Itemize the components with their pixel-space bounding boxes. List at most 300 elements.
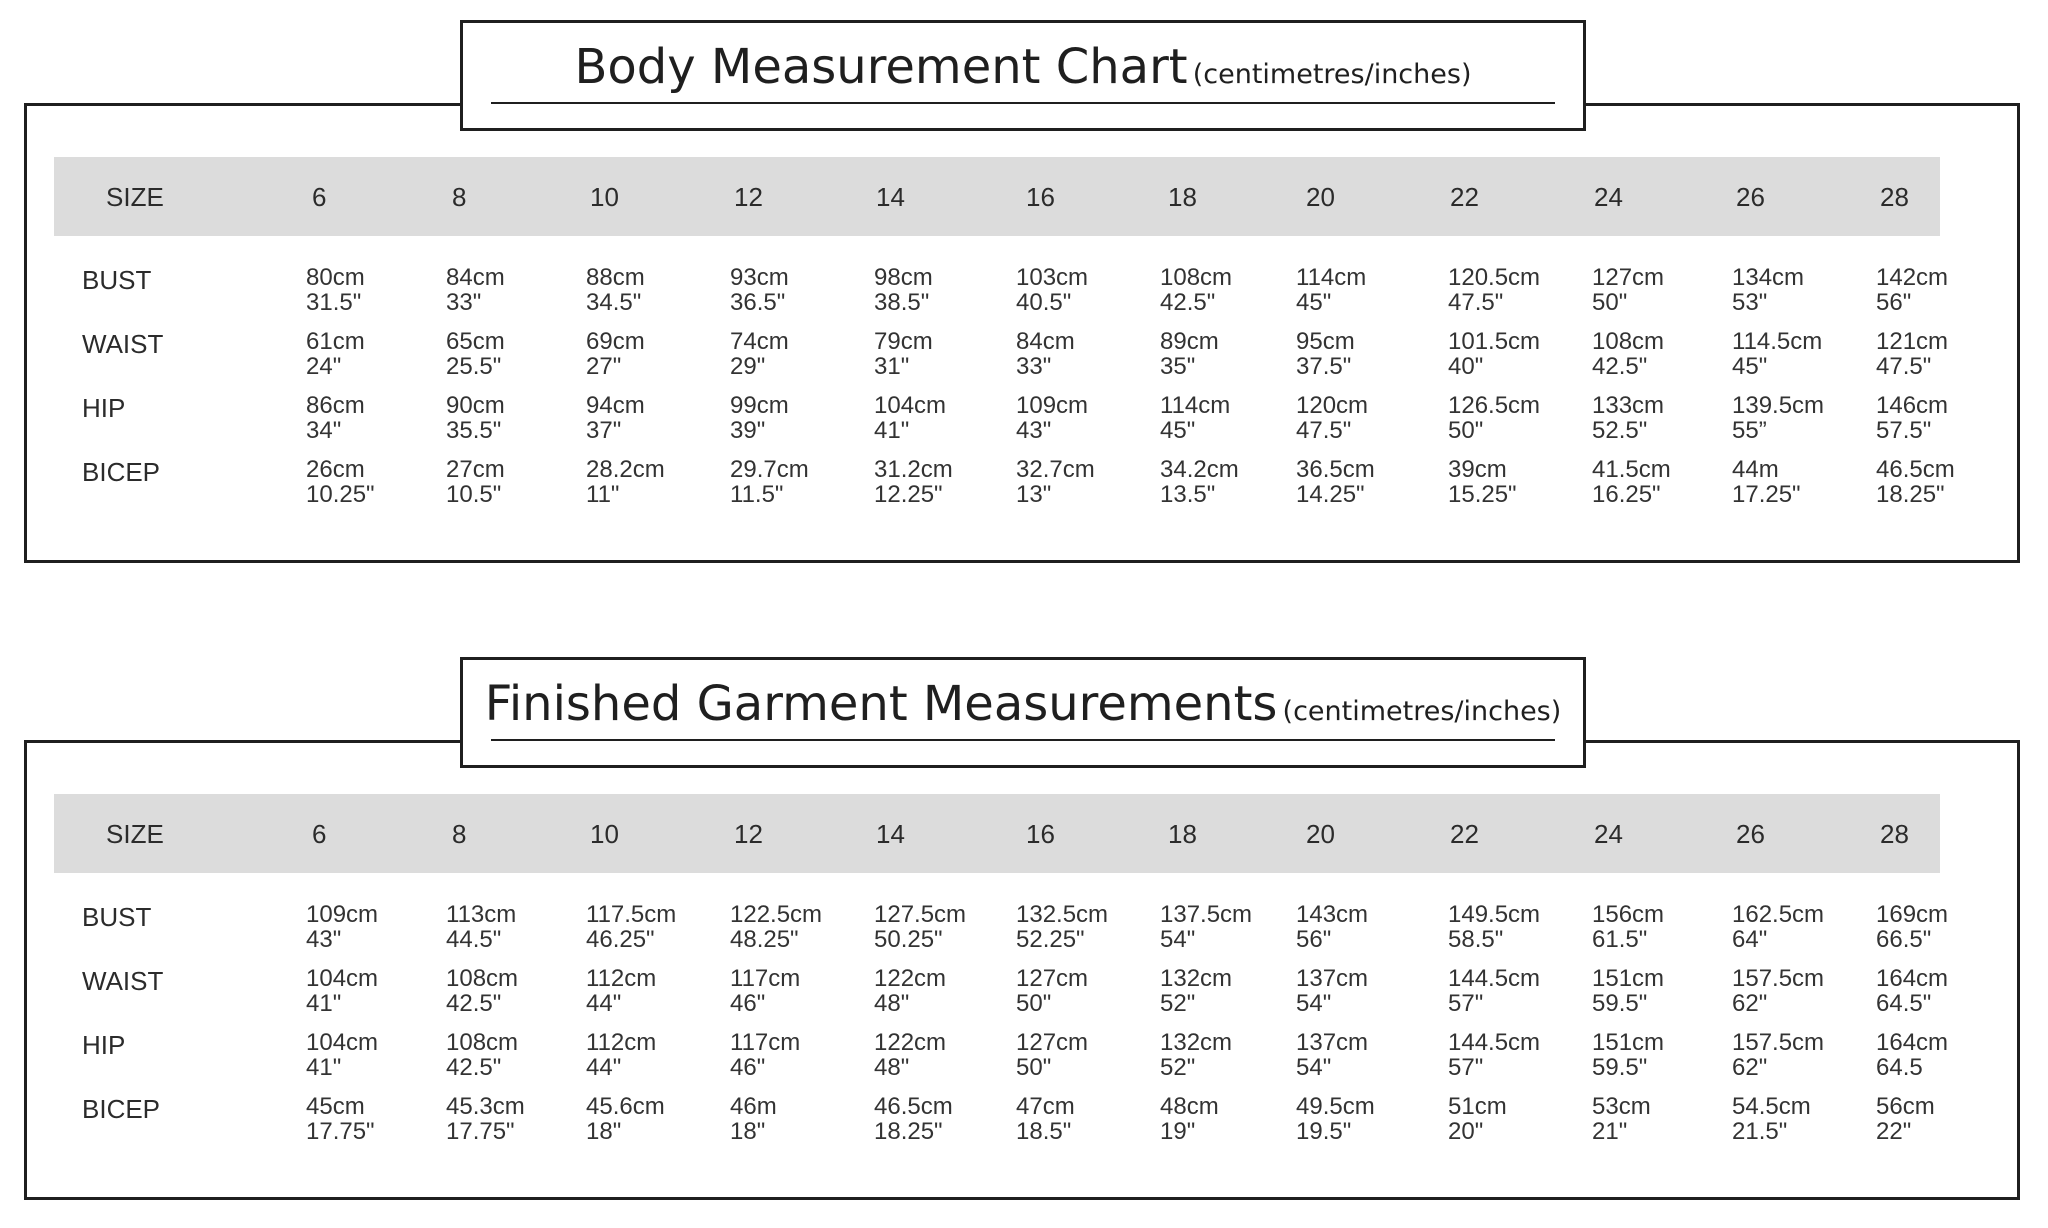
inch-value: 48.25"	[730, 926, 799, 953]
inch-value: 13.5"	[1160, 481, 1216, 508]
inch-value: 45"	[1296, 289, 1332, 316]
inch-value: 14.25"	[1296, 481, 1365, 508]
inch-value: 18.5"	[1016, 1118, 1072, 1145]
inch-value: 44"	[586, 1054, 622, 1081]
inch-value: 18.25"	[874, 1118, 943, 1145]
centimetre-value: 156cm	[1592, 901, 1665, 928]
centimetre-value: 151cm	[1592, 1029, 1665, 1056]
inch-value: 52"	[1160, 1054, 1196, 1081]
centimetre-value: 108cm	[1592, 328, 1665, 355]
measurement-cell-bicep	[874, 457, 953, 507]
inch-value: 66.5"	[1876, 926, 1932, 953]
inch-value: 41"	[306, 990, 342, 1017]
inch-value: 52.5"	[1592, 417, 1648, 444]
inch-value: 50"	[1448, 417, 1484, 444]
centimetre-value: 65cm	[446, 328, 505, 355]
measurement-cell-bust	[874, 902, 966, 952]
centimetre-value: 45cm	[306, 1093, 365, 1120]
centimetre-value: 51cm	[1448, 1093, 1507, 1120]
inch-value: 40.5"	[1016, 289, 1072, 316]
measurement-cell-waist	[1296, 329, 1355, 379]
garment-measurement-title	[463, 676, 1583, 732]
size-header-22: 22	[1450, 182, 1479, 212]
centimetre-value: 79cm	[874, 328, 933, 355]
inch-value: 57"	[1448, 990, 1484, 1017]
inch-value: 53"	[1732, 289, 1768, 316]
inch-value: 42.5"	[446, 990, 502, 1017]
measurement-cell-waist	[1160, 329, 1219, 379]
inch-value: 41"	[306, 1054, 342, 1081]
inch-value: 36.5"	[730, 289, 786, 316]
inch-value: 40"	[1448, 353, 1484, 380]
centimetre-value: 74cm	[730, 328, 789, 355]
inch-value: 19"	[1160, 1118, 1196, 1145]
inch-value: 54"	[1160, 926, 1196, 953]
inch-value: 64.5	[1876, 1054, 1923, 1081]
title-underline	[491, 102, 1555, 104]
centimetre-value: 113cm	[446, 901, 517, 928]
centimetre-value: 132cm	[1160, 1029, 1233, 1056]
inch-value: 17.25"	[1732, 481, 1801, 508]
centimetre-value: 88cm	[586, 264, 645, 291]
row-label-bicep: BICEP	[82, 457, 161, 487]
centimetre-value: 117cm	[730, 1029, 801, 1056]
measurement-cell-bust	[1296, 265, 1366, 315]
inch-value: 39"	[730, 417, 766, 444]
inch-value: 56"	[1876, 289, 1912, 316]
measurement-cell-waist	[1732, 966, 1824, 1016]
inch-value: 20"	[1448, 1118, 1484, 1145]
inch-value: 52.25"	[1016, 926, 1085, 953]
size-header-label: SIZE	[106, 182, 164, 212]
centimetre-value: 112cm	[586, 965, 657, 992]
centimetre-value: 114.5cm	[1732, 328, 1823, 355]
inch-value: 59.5"	[1592, 990, 1648, 1017]
measurement-cell-hip	[446, 393, 505, 443]
size-header-20: 20	[1306, 182, 1335, 212]
size-header-10: 10	[590, 182, 619, 212]
inch-value: 48"	[874, 1054, 910, 1081]
centimetre-value: 157.5cm	[1732, 965, 1825, 992]
measurement-cell-hip	[306, 1030, 378, 1080]
centimetre-value: 164cm	[1876, 1029, 1949, 1056]
centimetre-value: 137cm	[1296, 1029, 1369, 1056]
inch-value: 56"	[1296, 926, 1332, 953]
centimetre-value: 44m	[1732, 456, 1779, 483]
centimetre-value: 127cm	[1592, 264, 1665, 291]
centimetre-value: 94cm	[586, 392, 645, 419]
centimetre-value: 32.7cm	[1016, 456, 1095, 483]
measurement-cell-waist	[1448, 966, 1540, 1016]
size-header-18: 18	[1168, 819, 1197, 849]
centimetre-value: 122cm	[874, 1029, 947, 1056]
inch-value: 31"	[874, 353, 910, 380]
inch-value: 16.25"	[1592, 481, 1661, 508]
centimetre-value: 104cm	[306, 1029, 379, 1056]
inch-value: 34"	[306, 417, 342, 444]
row-label-hip: HIP	[82, 393, 126, 423]
centimetre-value: 80cm	[306, 264, 365, 291]
inch-value: 34.5"	[586, 289, 642, 316]
centimetre-value: 34.2cm	[1160, 456, 1239, 483]
size-header-24: 24	[1594, 182, 1623, 212]
inch-value: 37"	[586, 417, 622, 444]
centimetre-value: 101.5cm	[1448, 328, 1541, 355]
inch-value: 57.5"	[1876, 417, 1932, 444]
centimetre-value: 117.5cm	[586, 901, 677, 928]
centimetre-value: 108cm	[446, 1029, 519, 1056]
measurement-cell-hip	[1296, 1030, 1368, 1080]
measurement-cell-hip	[306, 393, 365, 443]
inch-value: 50"	[1592, 289, 1628, 316]
centimetre-value: 104cm	[874, 392, 947, 419]
centimetre-value: 127cm	[1016, 965, 1089, 992]
centimetre-value: 164cm	[1876, 965, 1949, 992]
centimetre-value: 41.5cm	[1592, 456, 1671, 483]
measurement-cell-bicep	[1016, 1094, 1075, 1144]
measurement-cell-hip	[1732, 1030, 1824, 1080]
inch-value: 47.5"	[1876, 353, 1932, 380]
measurement-cell-hip	[1448, 393, 1540, 443]
centimetre-value: 47cm	[1016, 1093, 1075, 1120]
centimetre-value: 95cm	[1296, 328, 1355, 355]
centimetre-value: 98cm	[874, 264, 933, 291]
centimetre-value: 46.5cm	[874, 1093, 953, 1120]
measurement-cell-hip	[874, 1030, 946, 1080]
size-header-6: 6	[312, 182, 327, 212]
centimetre-value: 49.5cm	[1296, 1093, 1375, 1120]
size-header-6: 6	[312, 819, 327, 849]
measurement-cell-bicep	[1732, 457, 1801, 507]
body-measurement-title-box	[460, 20, 1586, 131]
centimetre-value: 137cm	[1296, 965, 1369, 992]
measurement-cell-bust	[1016, 265, 1088, 315]
centimetre-value: 134cm	[1732, 264, 1805, 291]
measurement-cell-bust	[1448, 902, 1540, 952]
inch-value: 46"	[730, 990, 766, 1017]
centimetre-value: 127cm	[1016, 1029, 1089, 1056]
centimetre-value: 109cm	[1016, 392, 1089, 419]
unit-note: (centimetres/inches)	[1282, 696, 1562, 727]
size-header-10: 10	[590, 819, 619, 849]
centimetre-value: 84cm	[446, 264, 505, 291]
measurement-cell-bicep	[1016, 457, 1095, 507]
measurement-cell-hip	[1876, 393, 1948, 443]
centimetre-value: 114cm	[1296, 264, 1367, 291]
garment-measurement-title-box	[460, 657, 1586, 768]
measurement-cell-waist	[1016, 329, 1075, 379]
inch-value: 59.5"	[1592, 1054, 1648, 1081]
measurement-cell-bicep	[446, 1094, 525, 1144]
centimetre-value: 144.5cm	[1448, 965, 1541, 992]
centimetre-value: 61cm	[306, 328, 365, 355]
measurement-cell-hip	[1592, 393, 1664, 443]
inch-value: 17.75"	[446, 1118, 515, 1145]
centimetre-value: 86cm	[306, 392, 365, 419]
centimetre-value: 126.5cm	[1448, 392, 1541, 419]
centimetre-value: 112cm	[586, 1029, 657, 1056]
centimetre-value: 69cm	[586, 328, 645, 355]
centimetre-value: 31.2cm	[874, 456, 953, 483]
centimetre-value: 117cm	[730, 965, 801, 992]
centimetre-value: 84cm	[1016, 328, 1075, 355]
measurement-cell-hip	[730, 1030, 800, 1080]
inch-value: 31.5"	[306, 289, 362, 316]
measurement-cell-waist	[446, 329, 505, 379]
inch-value: 42.5"	[1160, 289, 1216, 316]
measurement-cell-bust	[1592, 902, 1664, 952]
centimetre-value: 45.3cm	[446, 1093, 525, 1120]
inch-value: 48"	[874, 990, 910, 1017]
inch-value: 22"	[1876, 1118, 1912, 1145]
measurement-cell-bust	[730, 265, 789, 315]
size-header-26: 26	[1736, 182, 1765, 212]
measurement-cell-bicep	[730, 1094, 777, 1144]
inch-value: 19.5"	[1296, 1118, 1352, 1145]
inch-value: 42.5"	[1592, 353, 1648, 380]
centimetre-value: 122.5cm	[730, 901, 823, 928]
measurement-cell-bust	[306, 265, 365, 315]
body-measurement-title	[463, 39, 1583, 95]
inch-value: 55”	[1732, 417, 1767, 444]
measurement-cell-bicep	[446, 457, 505, 507]
centimetre-value: 103cm	[1016, 264, 1089, 291]
inch-value: 64"	[1732, 926, 1768, 953]
inch-value: 52"	[1160, 990, 1196, 1017]
inch-value: 18"	[586, 1118, 622, 1145]
centimetre-value: 89cm	[1160, 328, 1219, 355]
measurement-cell-bicep	[306, 1094, 375, 1144]
measurement-cell-hip	[1016, 393, 1088, 443]
measurement-cell-hip	[446, 1030, 518, 1080]
measurement-cell-bicep	[1876, 457, 1955, 507]
measurement-cell-bicep	[306, 457, 375, 507]
centimetre-value: 121cm	[1876, 328, 1949, 355]
inch-value: 45"	[1732, 353, 1768, 380]
inch-value: 43"	[306, 926, 342, 953]
measurement-cell-bust	[1160, 265, 1232, 315]
measurement-cell-bust	[586, 902, 676, 952]
measurement-cell-hip	[1592, 1030, 1664, 1080]
measurement-cell-hip	[1448, 1030, 1540, 1080]
size-header-14: 14	[876, 182, 905, 212]
measurement-cell-bicep	[1448, 457, 1517, 507]
measurement-cell-bust	[1732, 265, 1804, 315]
measurement-cell-bicep	[1876, 1094, 1935, 1144]
measurement-cell-hip	[1016, 1030, 1088, 1080]
measurement-cell-bust	[1016, 902, 1108, 952]
measurement-cell-hip	[1876, 1030, 1948, 1080]
centimetre-value: 133cm	[1592, 392, 1665, 419]
measurement-cell-hip	[1296, 393, 1368, 443]
size-header-12: 12	[734, 182, 763, 212]
centimetre-value: 108cm	[1160, 264, 1233, 291]
measurement-cell-hip	[1732, 393, 1824, 443]
inch-value: 46"	[730, 1054, 766, 1081]
measurement-cell-waist	[306, 966, 378, 1016]
measurement-cell-hip	[730, 393, 789, 443]
measurement-cell-waist	[874, 966, 946, 1016]
measurement-cell-bicep	[586, 457, 665, 507]
size-header-24: 24	[1594, 819, 1623, 849]
size-header-12: 12	[734, 819, 763, 849]
size-header-28: 28	[1880, 182, 1909, 212]
measurement-cell-bust	[586, 265, 645, 315]
inch-value: 57"	[1448, 1054, 1484, 1081]
size-header-row	[54, 157, 1940, 236]
measurement-cell-bust	[1732, 902, 1824, 952]
measurement-cell-waist	[1876, 966, 1948, 1016]
inch-value: 46.25"	[586, 926, 655, 953]
inch-value: 17.75"	[306, 1118, 375, 1145]
centimetre-value: 146cm	[1876, 392, 1949, 419]
measurement-cell-bust	[446, 902, 516, 952]
inch-value: 38.5"	[874, 289, 930, 316]
measurement-cell-waist	[1592, 329, 1664, 379]
inch-value: 64.5"	[1876, 990, 1932, 1017]
inch-value: 33"	[1016, 353, 1052, 380]
size-header-20: 20	[1306, 819, 1335, 849]
centimetre-value: 109cm	[306, 901, 379, 928]
measurement-cell-waist	[1876, 329, 1948, 379]
measurement-cell-waist	[586, 329, 645, 379]
measurement-cell-waist	[1448, 329, 1540, 379]
inch-value: 35"	[1160, 353, 1196, 380]
inch-value: 13"	[1016, 481, 1052, 508]
measurement-cell-hip	[1160, 1030, 1232, 1080]
centimetre-value: 144.5cm	[1448, 1029, 1541, 1056]
centimetre-value: 28.2cm	[586, 456, 665, 483]
inch-value: 29"	[730, 353, 766, 380]
inch-value: 33"	[446, 289, 482, 316]
measurement-cell-bust	[1876, 902, 1948, 952]
centimetre-value: 26cm	[306, 456, 365, 483]
centimetre-value: 149.5cm	[1448, 901, 1541, 928]
measurement-cell-waist	[446, 966, 518, 1016]
measurement-cell-waist	[1016, 966, 1088, 1016]
centimetre-value: 143cm	[1296, 901, 1369, 928]
measurement-cell-waist	[730, 329, 789, 379]
size-header-14: 14	[876, 819, 905, 849]
inch-value: 50"	[1016, 990, 1052, 1017]
measurement-cell-bicep	[874, 1094, 953, 1144]
measurement-cell-hip	[874, 393, 946, 443]
measurement-cell-bicep	[586, 1094, 665, 1144]
row-label-bust: BUST	[82, 902, 152, 932]
size-header-26: 26	[1736, 819, 1765, 849]
measurement-cell-bicep	[730, 457, 809, 507]
inch-value: 18.25"	[1876, 481, 1945, 508]
measurement-cell-waist	[1296, 966, 1368, 1016]
measurement-cell-bicep	[1160, 457, 1239, 507]
inch-value: 10.25"	[306, 481, 375, 508]
size-header-18: 18	[1168, 182, 1197, 212]
centimetre-value: 142cm	[1876, 264, 1949, 291]
inch-value: 50"	[1016, 1054, 1052, 1081]
size-header-16: 16	[1026, 819, 1055, 849]
inch-value: 21.5"	[1732, 1118, 1788, 1145]
measurement-cell-bicep	[1160, 1094, 1219, 1144]
centimetre-value: 99cm	[730, 392, 789, 419]
centimetre-value: 120.5cm	[1448, 264, 1541, 291]
row-label-bust: BUST	[82, 265, 152, 295]
measurement-cell-bust	[1296, 902, 1368, 952]
measurement-cell-waist	[874, 329, 933, 379]
inch-value: 61.5"	[1592, 926, 1648, 953]
size-header-22: 22	[1450, 819, 1479, 849]
measurement-cell-bicep	[1592, 1094, 1651, 1144]
inch-value: 44"	[586, 990, 622, 1017]
inch-value: 54"	[1296, 1054, 1332, 1081]
measurement-cell-bust	[1592, 265, 1664, 315]
size-header-8: 8	[452, 182, 467, 212]
centimetre-value: 169cm	[1876, 901, 1949, 928]
measurement-cell-hip	[586, 393, 645, 443]
measurement-cell-waist	[730, 966, 800, 1016]
inch-value: 27"	[586, 353, 622, 380]
measurement-cell-waist	[1160, 966, 1232, 1016]
measurement-cell-bust	[1448, 265, 1540, 315]
measurement-cell-bust	[730, 902, 822, 952]
centimetre-value: 114cm	[1160, 392, 1231, 419]
size-header-label: SIZE	[106, 819, 164, 849]
measurement-cell-bust	[874, 265, 933, 315]
centimetre-value: 132cm	[1160, 965, 1233, 992]
inch-value: 58.5"	[1448, 926, 1504, 953]
inch-value: 41"	[874, 417, 910, 444]
inch-value: 25.5"	[446, 353, 502, 380]
row-label-waist: WAIST	[82, 966, 164, 996]
inch-value: 54"	[1296, 990, 1332, 1017]
measurement-cell-bust	[446, 265, 505, 315]
row-label-waist: WAIST	[82, 329, 164, 359]
measurement-cell-waist	[306, 329, 365, 379]
inch-value: 42.5"	[446, 1054, 502, 1081]
inch-value: 18"	[730, 1118, 766, 1145]
measurement-cell-bicep	[1296, 457, 1375, 507]
measurement-cell-bust	[306, 902, 378, 952]
centimetre-value: 48cm	[1160, 1093, 1219, 1120]
measurement-cell-waist	[1732, 329, 1822, 379]
centimetre-value: 132.5cm	[1016, 901, 1109, 928]
centimetre-value: 29.7cm	[730, 456, 809, 483]
inch-value: 10.5"	[446, 481, 502, 508]
measurement-cell-bicep	[1296, 1094, 1375, 1144]
centimetre-value: 27cm	[446, 456, 505, 483]
centimetre-value: 93cm	[730, 264, 789, 291]
centimetre-value: 36.5cm	[1296, 456, 1375, 483]
centimetre-value: 46.5cm	[1876, 456, 1955, 483]
measurement-cell-waist	[1592, 966, 1664, 1016]
inch-value: 62"	[1732, 990, 1768, 1017]
measurement-cell-waist	[586, 966, 656, 1016]
centimetre-value: 46m	[730, 1093, 777, 1120]
measurement-cell-hip	[1160, 393, 1230, 443]
inch-value: 11.5"	[730, 481, 784, 508]
centimetre-value: 122cm	[874, 965, 947, 992]
section-title: Finished Garment Measurements	[484, 676, 1278, 732]
title-underline	[491, 739, 1555, 741]
inch-value: 37.5"	[1296, 353, 1352, 380]
inch-value: 43"	[1016, 417, 1052, 444]
centimetre-value: 137.5cm	[1160, 901, 1253, 928]
measurement-cell-bust	[1876, 265, 1948, 315]
row-label-hip: HIP	[82, 1030, 126, 1060]
centimetre-value: 45.6cm	[586, 1093, 665, 1120]
centimetre-value: 157.5cm	[1732, 1029, 1825, 1056]
inch-value: 15.25"	[1448, 481, 1517, 508]
centimetre-value: 90cm	[446, 392, 505, 419]
